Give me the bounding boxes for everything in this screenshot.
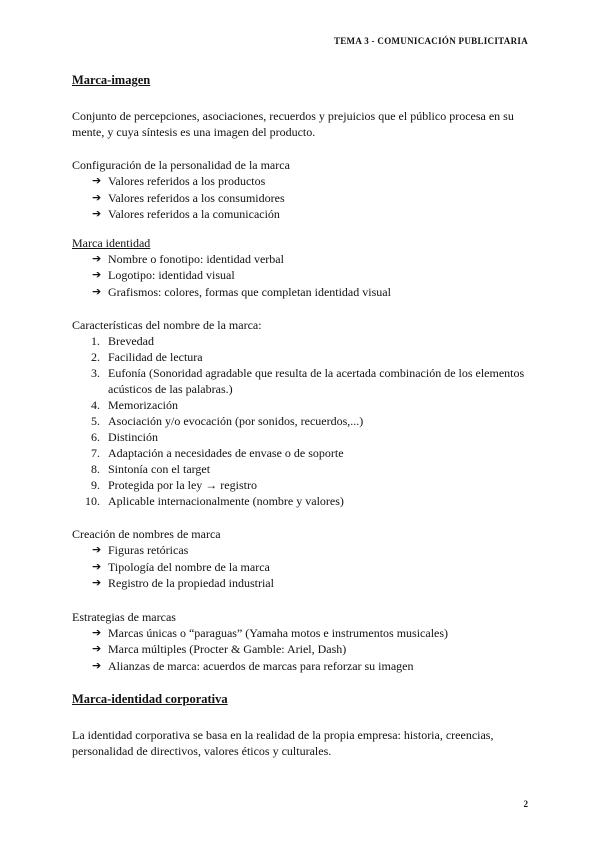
list-item: ➔ Registro de la propiedad industrial (92, 576, 274, 590)
personalidad-heading: Configuración de la personalidad de la marca (72, 158, 290, 172)
list-item: 3. Eufonía (Sonoridad agradable que resulta de la acertada combinación de los elementos acústicos de las palabras.) (91, 366, 525, 396)
arrow-right-icon: ➔ (92, 207, 102, 220)
list-item: ➔ Marca múltiples (Procter & Gamble: Ariel, Dash) (92, 642, 347, 656)
page-number: 2 (523, 799, 528, 809)
creacion-list (72, 542, 532, 592)
list-item: 9. Protegida por la ley → registro (91, 478, 257, 492)
arrow-right-icon: ➔ (92, 625, 102, 639)
list-item: ➔ Marcas únicas o “paraguas” (Yamaha motos e instrumentos musicales) (92, 625, 449, 640)
list-item: ➔ Nombre o fonotipo: identidad verbal (92, 251, 284, 266)
arrow-right-icon: ➔ (92, 642, 102, 655)
list-item: ➔ Grafismos: colores, formas que completan identidad visual (92, 284, 391, 299)
identidad-heading: Marca identidad (72, 235, 151, 250)
list-item: ➔ Alianzas de marca: acuerdos de marcas para reforzar su imagen (92, 658, 414, 673)
list-item: 1. Brevedad (91, 334, 154, 348)
section-title-identidad-corporativa: Marca-identidad corporativa (72, 692, 228, 706)
running-header: TEMA 3 - COMUNICACIÓN PUBLICITARIA (333, 36, 528, 46)
arrow-right-icon: ➔ (92, 268, 102, 281)
list-item: ➔ Figuras retóricas (92, 543, 189, 557)
creacion-heading: Creación de nombres de marca (72, 527, 221, 541)
estrategias-list (72, 625, 532, 675)
arrow-right-icon: ➔ (92, 190, 102, 204)
list-item: 7. Adaptación a necesidades de envase o de soporte (91, 446, 344, 460)
list-item: ➔ Valores referidos a los productos (92, 174, 266, 188)
identidad-list (72, 251, 532, 301)
caracteristicas-heading: Características del nombre de la marca: (72, 318, 262, 332)
identidad-corporativa-paragraph: La identidad corporativa se basa en la realidad de la propia empresa: historia, creencias, personalidad de directivos, valores éticos y culturales. (72, 728, 494, 758)
list-item: 6. Distinción (91, 430, 158, 444)
arrow-right-icon: ➔ (92, 576, 102, 589)
list-item: 2. Facilidad de lectura (91, 350, 203, 364)
caracteristicas-list (72, 333, 532, 509)
list-item: ➔ Logotipo: identidad visual (92, 268, 235, 282)
arrow-right-icon: ➔ (92, 658, 102, 672)
personalidad-list (72, 173, 532, 223)
arrow-right-icon: ➔ (92, 174, 102, 187)
list-item: ➔ Valores referidos a los consumidores (92, 190, 285, 205)
list-item: ➔ Tipología del nombre de la marca (92, 559, 270, 574)
list-item: 10. Aplicable internacionalmente (nombre y valores) (85, 494, 344, 508)
list-item: 4. Memorización (91, 398, 178, 412)
intro-paragraph: Conjunto de percepciones, asociaciones, recuerdos y prejuicios que el público procesa en su mente, y cuya síntesis es una imagen del producto. (72, 109, 514, 139)
section-title-marca-imagen: Marca-imagen (72, 73, 151, 87)
list-item: 8. Sintonía con el target (91, 462, 211, 476)
arrow-right-icon: ➔ (92, 284, 102, 298)
list-item: 5. Asociación y/o evocación (por sonidos, recuerdos,...) (91, 414, 364, 428)
arrow-right-icon: ➔ (92, 251, 102, 265)
list-item: ➔ Valores referidos a la comunicación (92, 207, 280, 221)
arrow-right-icon: ➔ (92, 559, 102, 573)
arrow-right-icon: ➔ (92, 543, 102, 556)
estrategias-heading: Estrategias de marcas (72, 609, 176, 624)
page-content (72, 72, 532, 759)
